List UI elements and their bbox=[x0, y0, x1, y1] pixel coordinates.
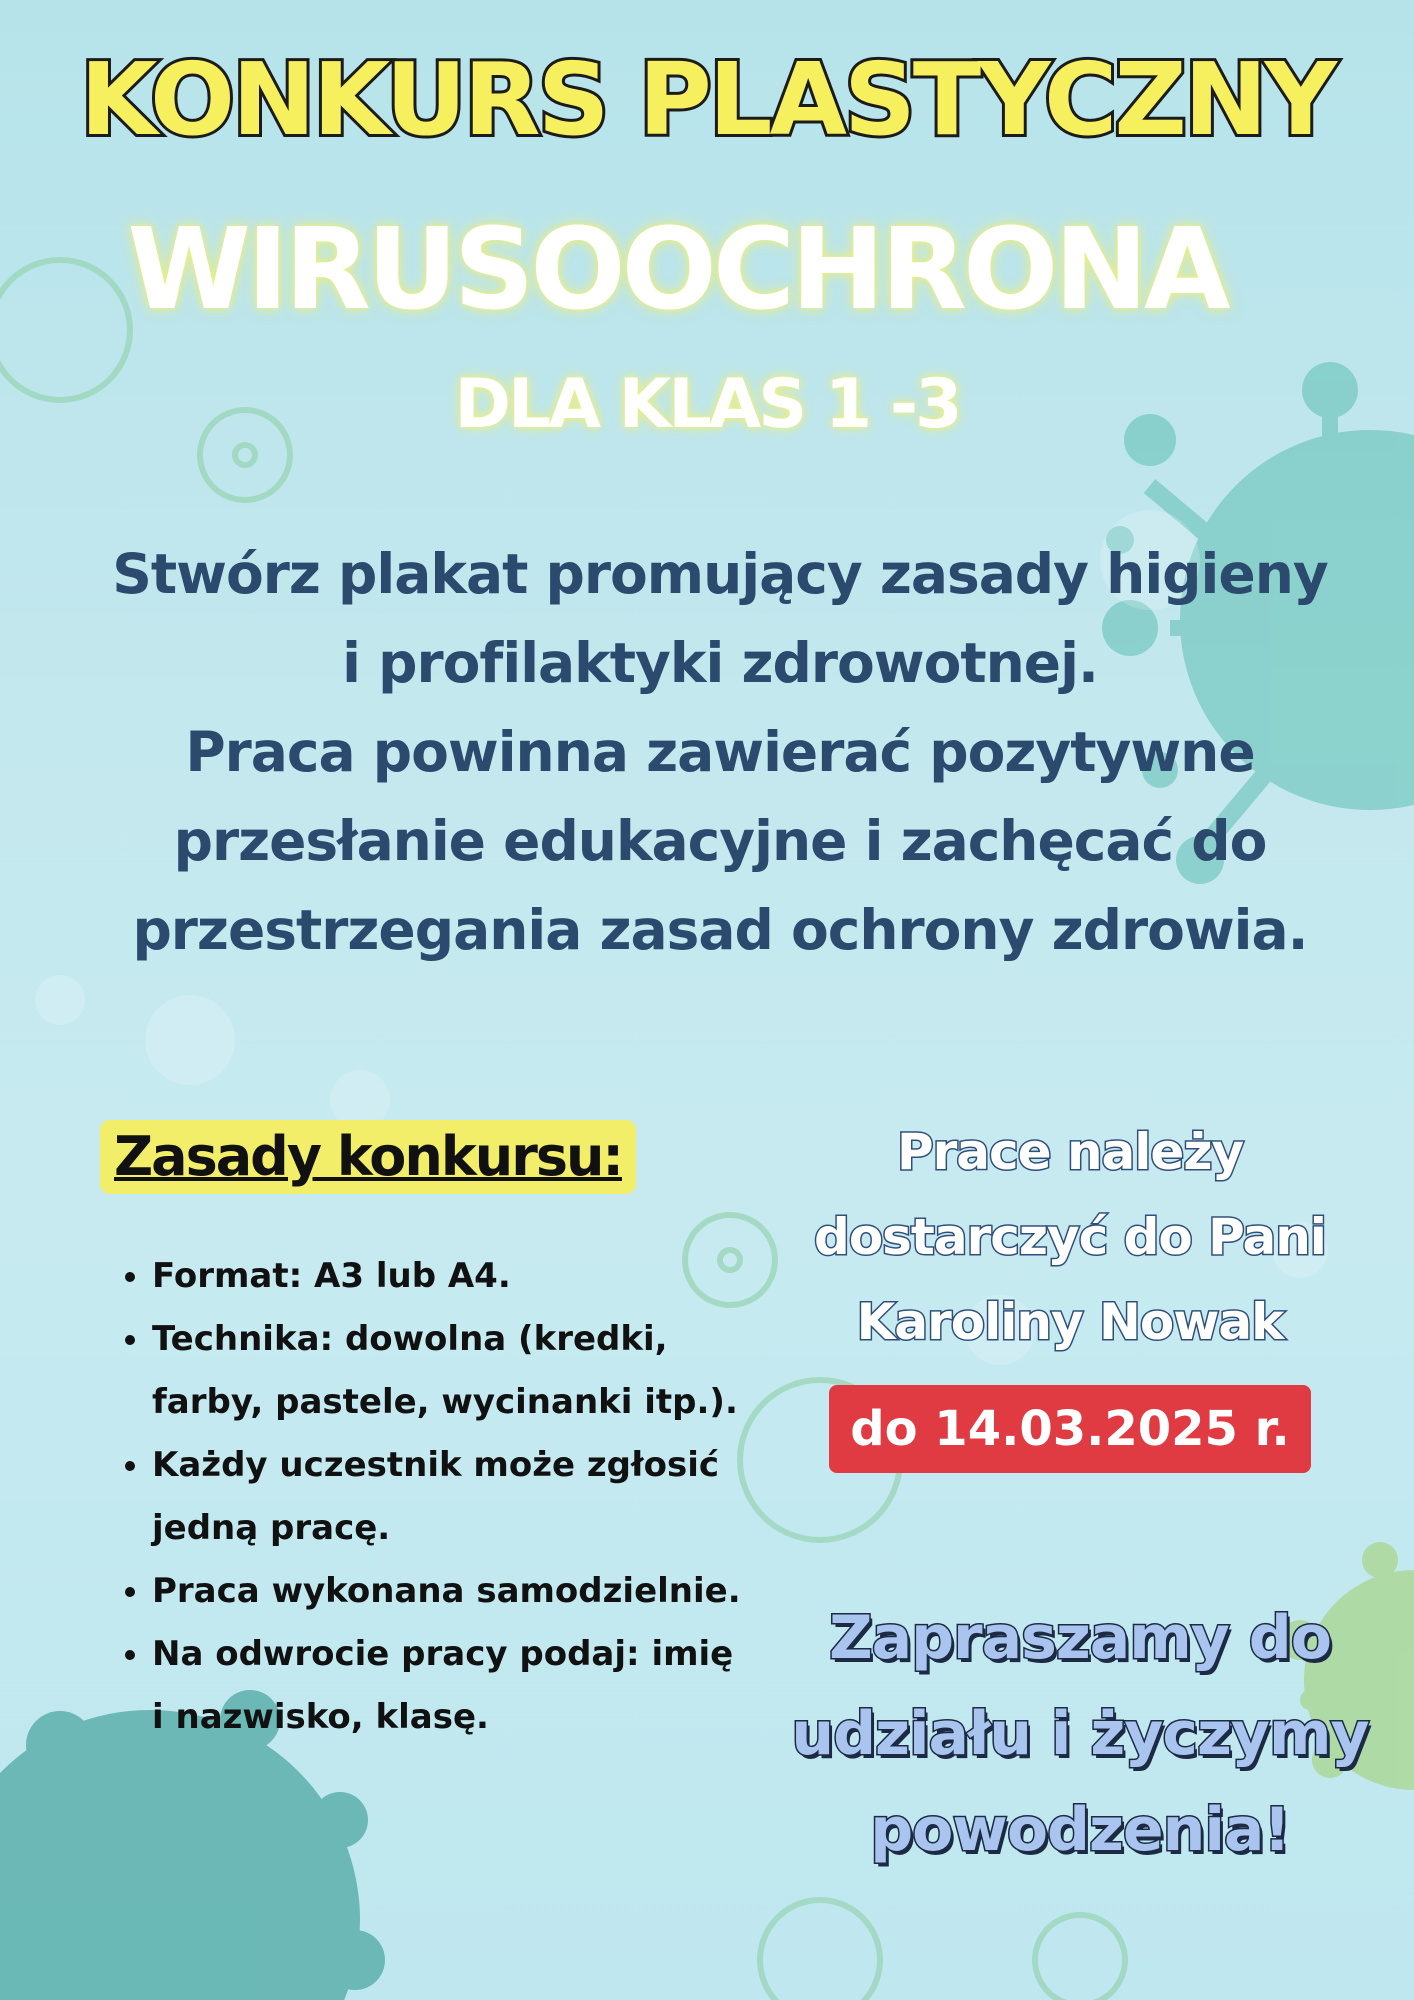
contest-name: WIRUSOOCHRONA bbox=[127, 205, 1227, 335]
rules-list bbox=[120, 1245, 752, 1749]
contest-title: KONKURS PLASTYCZNY bbox=[80, 41, 1334, 158]
invitation-text bbox=[770, 1590, 1390, 1878]
invitation-line: powodzenia! bbox=[870, 1795, 1290, 1865]
rule-item: • Praca wykonana samodzielnie. bbox=[152, 1560, 752, 1623]
rule-item: • Każdy uczestnik może zgłosić jedną pracę. bbox=[152, 1434, 752, 1560]
invitation-line: udziału i życzymy bbox=[791, 1699, 1369, 1769]
delivery-line: dostarczyć do Pani bbox=[814, 1208, 1326, 1266]
invitation-line: Zapraszamy do bbox=[829, 1603, 1331, 1673]
target-audience: DLA KLAS 1 -3 bbox=[454, 365, 960, 444]
contest-description bbox=[60, 530, 1380, 975]
rule-item: • Technika: dowolna (kredki, farby, pastele, wycinanki itp.). bbox=[152, 1308, 752, 1434]
description-line: Stwórz plakat promujący zasady higieny bbox=[112, 542, 1328, 606]
description-line: i profilaktyki zdrowotnej. bbox=[342, 631, 1098, 695]
description-line: przestrzegania zasad ochrony zdrowia. bbox=[132, 898, 1308, 962]
description-line: Praca powinna zawierać pozytywne bbox=[185, 720, 1255, 784]
deadline-badge: do 14.03.2025 r. bbox=[829, 1385, 1311, 1473]
delivery-line: Karoliny Nowak bbox=[856, 1293, 1284, 1351]
rule-item: • Na odwrocie pracy podaj: imię i nazwisko, klasę. bbox=[152, 1623, 752, 1749]
delivery-line: Prace należy bbox=[896, 1123, 1244, 1181]
delivery-info bbox=[790, 1110, 1350, 1365]
rules-heading: Zasady konkursu: bbox=[100, 1120, 636, 1194]
rule-item: • Format: A3 lub A4. bbox=[152, 1245, 752, 1308]
description-line: przesłanie edukacyjne i zachęcać do bbox=[173, 809, 1267, 873]
